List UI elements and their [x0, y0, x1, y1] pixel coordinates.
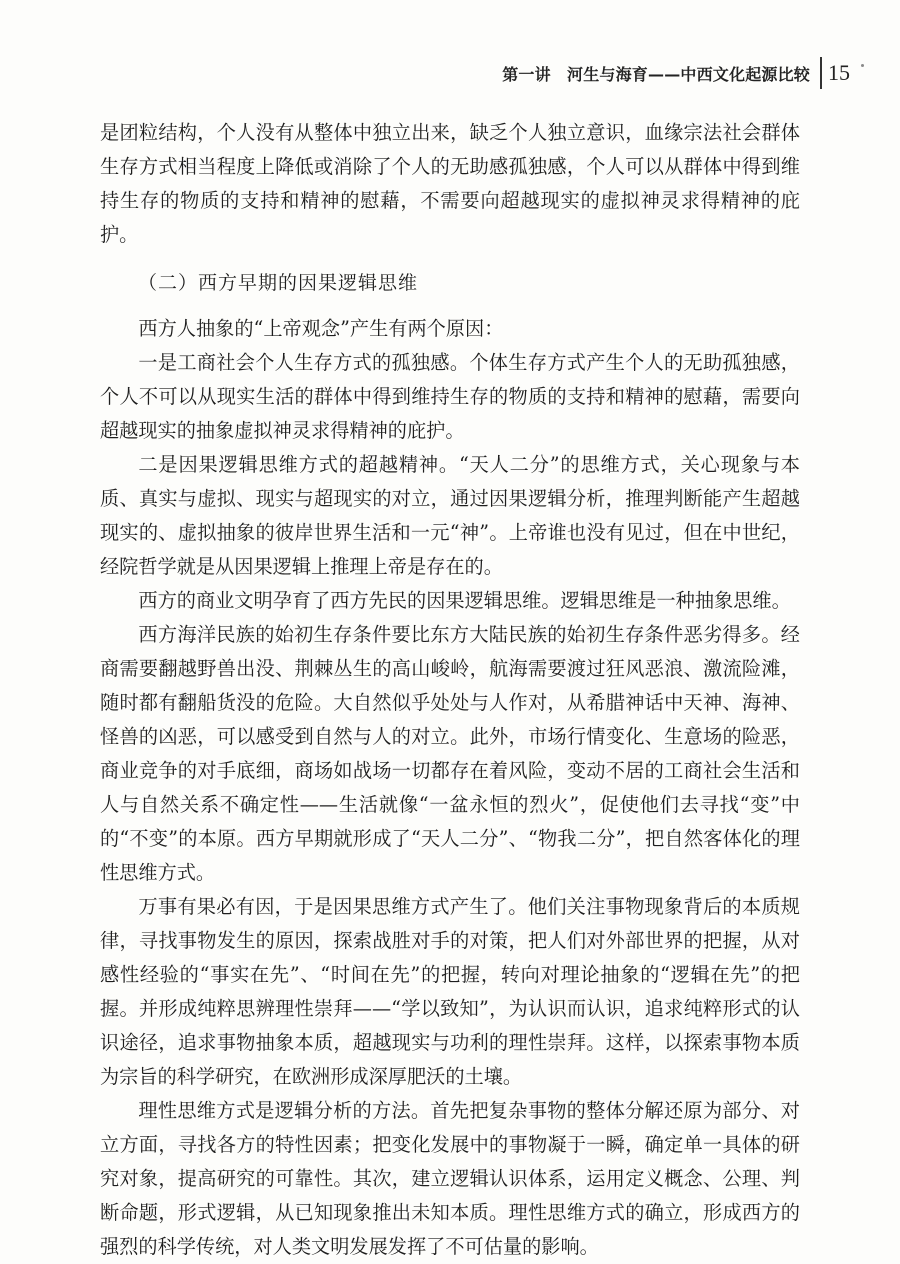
paragraph: 理性思维方式是逻辑分析的方法。首先把复杂事物的整体分解还原为部分、对立方面，寻找各方的特性因素；把变化发展中的事物凝于一瞬，确定单一具体的研究对象，提高研究的可靠性。其次，建立逻辑认识体系，运用定义概念、公理、判断命题，形式逻辑，从已知现象推出未知本质。理性思维方式的确立，形成西方的强烈的科学传统，对人类文明发展发挥了不可估量的影响。	[100, 1099, 800, 1258]
page-number: 15	[828, 60, 850, 85]
paragraph: 万事有果必有因，于是因果思维方式产生了。他们关注事物现象背后的本质规律，寻找事物发生的原因，探索战胜对手的对策，把人们对外部世界的把握，从对感性经验的“事实在先”、“时间在先”的把握，转向对理论抽象的“逻辑在先”的把握。并形成纯粹思辨理性崇拜——“学以致知”，为认识而认识，追求纯粹形式的认识途径，追求事物抽象本质，超越现实与功利的理性崇拜。这样，以探索事物本质为宗旨的科学研究，在欧洲形成深厚肥沃的土壤。	[100, 895, 800, 1088]
paragraph: 一是工商社会个人生存方式的孤独感。个体生存方式产生个人的无助孤独感，个人不可以从现实生活的群体中得到维持生存的物质的支持和精神的慰藉，需要向超越现实的抽象虚拟神灵求得精神的庇护。	[100, 351, 800, 442]
scan-speck	[861, 64, 864, 67]
paragraph: 西方人抽象的“上帝观念”产生有两个原因：	[138, 317, 504, 340]
paragraph: 二是因果逻辑思维方式的超越精神。“天人二分”的思维方式，关心现象与本质、真实与虚拟、现实与超现实的对立，通过因果逻辑分析，推理判断能产生超越现实的、虚拟抽象的彼岸世界生活和一元“神”。上帝谁也没有见过，但在中世纪，经院哲学就是从因果逻辑上推理上帝是存在的。	[100, 453, 800, 578]
chapter-title: 第一讲 河生与海育——中西文化起源比较	[502, 64, 810, 84]
paragraph: 西方海洋民族的始初生存条件要比东方大陆民族的始初生存条件恶劣得多。经商需要翻越野兽出没、荆棘丛生的高山峻岭，航海需要渡过狂风恶浪、激流险滩，随时都有翻船货没的危险。大自然似乎处处与人作对，从希腊神话中天神、海神、怪兽的凶恶，可以感受到自然与人的对立。此外，市场行情变化、生意场的险恶，商业竞争的对手底细，商场如战场一切都存在着风险，变动不居的工商社会生活和人与自然关系不确定性——生活就像“一盆永恒的烈火”，促使他们去寻找“变”中的“不变”的本原。西方早期就形成了“天人二分”、“物我二分”，把自然客体化的理性思维方式。	[100, 623, 800, 884]
paragraph-continued: 是团粒结构，个人没有从整体中独立出来，缺乏个人独立意识，血缘宗法社会群体生存方式相当程度上降低或消除了个人的无助感孤独感，个人可以从群体中得到维持生存的物质的支持和精神的慰藉，不需要向超越现实的虚拟神灵求得精神的庇护。	[100, 121, 800, 246]
paragraph: 西方的商业文明孕育了西方先民的因果逻辑思维。逻辑思维是一种抽象思维。	[138, 589, 791, 612]
running-header	[502, 58, 850, 88]
header-divider	[820, 57, 822, 89]
page-body	[100, 116, 800, 1264]
section-heading: （二）西方早期的因果逻辑思维	[138, 272, 419, 294]
